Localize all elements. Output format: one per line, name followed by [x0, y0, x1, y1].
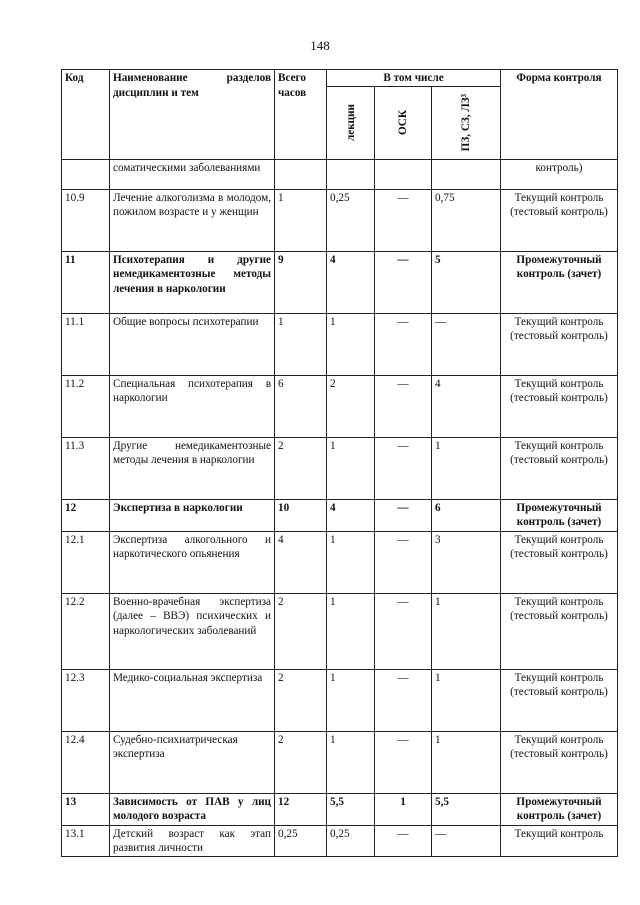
cell-lectures: 1: [327, 437, 375, 499]
cell-total-hours: [275, 159, 327, 189]
cell-control-form: Текущий контроль (тестовый контроль): [501, 437, 618, 499]
cell-name: Экспертиза в наркологии: [110, 499, 275, 531]
cell-name: Специальная психотерапия в наркологии: [110, 375, 275, 437]
cell-code: 12.1: [62, 531, 110, 593]
cell-control-form: Промежуточный контроль (зачет): [501, 793, 618, 825]
cell-lectures: 1: [327, 313, 375, 375]
cell-lectures: 1: [327, 731, 375, 793]
cell-control-form: Текущий контроль (тестовый контроль): [501, 313, 618, 375]
cell-name: Экспертиза алкогольного и наркотического опьянения: [110, 531, 275, 593]
cell-lectures: 1: [327, 669, 375, 731]
cell-control-form: Текущий контроль (тестовый контроль): [501, 731, 618, 793]
cell-osk: —: [375, 499, 432, 531]
section-row: [62, 251, 618, 313]
topic-row: [62, 731, 618, 793]
topic-row: [62, 825, 618, 856]
cell-code: [62, 159, 110, 189]
cell-control-form: контроль): [501, 159, 618, 189]
cell-practice: —: [432, 825, 501, 856]
cell-control-form: Промежуточный контроль (зачет): [501, 499, 618, 531]
cell-osk: —: [375, 731, 432, 793]
table-body: [62, 159, 618, 856]
cell-practice: 1: [432, 669, 501, 731]
cell-osk: —: [375, 593, 432, 669]
cell-name: Судебно-психиатрическая экспертиза: [110, 731, 275, 793]
cell-osk: —: [375, 531, 432, 593]
cell-total-hours: 1: [275, 313, 327, 375]
cell-code: 11.1: [62, 313, 110, 375]
section-row: [62, 793, 618, 825]
cell-practice: 1: [432, 593, 501, 669]
cell-total-hours: 9: [275, 251, 327, 313]
cell-total-hours: 0,25: [275, 825, 327, 856]
cell-osk: —: [375, 375, 432, 437]
header-lectures-cell: [327, 86, 375, 159]
header-name: Наименование разделов дисциплин и тем: [110, 70, 275, 160]
topic-row: [62, 189, 618, 251]
cell-control-form: Промежуточный контроль (зачет): [501, 251, 618, 313]
cell-total-hours: 12: [275, 793, 327, 825]
cell-practice: 3: [432, 531, 501, 593]
cell-total-hours: 6: [275, 375, 327, 437]
cell-code: 11: [62, 251, 110, 313]
cell-name: Военно-врачебная экспертиза (далее – ВВЭ) психических и наркологических заболеваний: [110, 593, 275, 669]
cell-osk: —: [375, 189, 432, 251]
cell-name: соматическими заболеваниями: [110, 159, 275, 189]
topic-row: [62, 159, 618, 189]
header-total-hours: Всего часов: [275, 70, 327, 160]
cell-code: 13: [62, 793, 110, 825]
cell-total-hours: 10: [275, 499, 327, 531]
cell-total-hours: 2: [275, 669, 327, 731]
cell-osk: —: [375, 437, 432, 499]
header-including: В том числе: [327, 70, 501, 87]
cell-name: Медико-социальная экспертиза: [110, 669, 275, 731]
cell-osk: —: [375, 313, 432, 375]
cell-name: Лечение алкоголизма в молодом, пожилом возрасте и у женщин: [110, 189, 275, 251]
cell-practice: 5: [432, 251, 501, 313]
cell-name: Общие вопросы психотерапии: [110, 313, 275, 375]
curriculum-table: [61, 69, 618, 857]
topic-row: [62, 313, 618, 375]
cell-total-hours: 2: [275, 731, 327, 793]
cell-name: Психотерапия и другие немедикаментозные методы лечения в наркологии: [110, 251, 275, 313]
cell-code: 12.2: [62, 593, 110, 669]
cell-total-hours: 1: [275, 189, 327, 251]
topic-row: [62, 375, 618, 437]
cell-code: 10.9: [62, 189, 110, 251]
cell-osk: —: [375, 251, 432, 313]
cell-lectures: 4: [327, 251, 375, 313]
cell-practice: [432, 159, 501, 189]
cell-lectures: 5,5: [327, 793, 375, 825]
cell-practice: —: [432, 313, 501, 375]
header-osk-cell: [375, 86, 432, 159]
topic-row: [62, 669, 618, 731]
page-number: 148: [310, 38, 330, 53]
cell-control-form: Текущий контроль (тестовый контроль): [501, 593, 618, 669]
cell-code: 11.2: [62, 375, 110, 437]
cell-lectures: 2: [327, 375, 375, 437]
cell-code: 11.3: [62, 437, 110, 499]
cell-name: Другие немедикаментозные методы лечения в наркологии: [110, 437, 275, 499]
topic-row: [62, 437, 618, 499]
cell-practice: 1: [432, 731, 501, 793]
cell-osk: —: [375, 669, 432, 731]
cell-lectures: 0,25: [327, 189, 375, 251]
cell-lectures: [327, 159, 375, 189]
cell-practice: 1: [432, 437, 501, 499]
cell-practice: 6: [432, 499, 501, 531]
cell-code: 12.3: [62, 669, 110, 731]
header-practice: ПЗ, СЗ, ЛЗ³: [460, 93, 472, 152]
cell-lectures: 0,25: [327, 825, 375, 856]
topic-row: [62, 593, 618, 669]
cell-osk: 1: [375, 793, 432, 825]
cell-total-hours: 4: [275, 531, 327, 593]
topic-row: [62, 531, 618, 593]
cell-code: 12: [62, 499, 110, 531]
cell-lectures: 1: [327, 593, 375, 669]
cell-code: 12.4: [62, 731, 110, 793]
cell-osk: [375, 159, 432, 189]
cell-lectures: 4: [327, 499, 375, 531]
section-row: [62, 499, 618, 531]
header-osk: ОСК: [397, 109, 409, 136]
cell-lectures: 1: [327, 531, 375, 593]
cell-practice: 0,75: [432, 189, 501, 251]
cell-total-hours: 2: [275, 437, 327, 499]
header-practice-cell: [432, 86, 501, 159]
cell-name: Детский возраст как этап развития личности: [110, 825, 275, 856]
cell-control-form: Текущий контроль: [501, 825, 618, 856]
cell-control-form: Текущий контроль (тестовый контроль): [501, 531, 618, 593]
cell-total-hours: 2: [275, 593, 327, 669]
cell-control-form: Текущий контроль (тестовый контроль): [501, 669, 618, 731]
cell-name: Зависимость от ПАВ у лиц молодого возраста: [110, 793, 275, 825]
header-control-form: Форма контроля: [501, 70, 618, 160]
cell-practice: 5,5: [432, 793, 501, 825]
header-lectures: лекции: [344, 103, 357, 142]
cell-control-form: Текущий контроль (тестовый контроль): [501, 375, 618, 437]
cell-practice: 4: [432, 375, 501, 437]
cell-code: 13.1: [62, 825, 110, 856]
cell-osk: —: [375, 825, 432, 856]
header-code: Код: [62, 70, 110, 160]
cell-control-form: Текущий контроль (тестовый контроль): [501, 189, 618, 251]
